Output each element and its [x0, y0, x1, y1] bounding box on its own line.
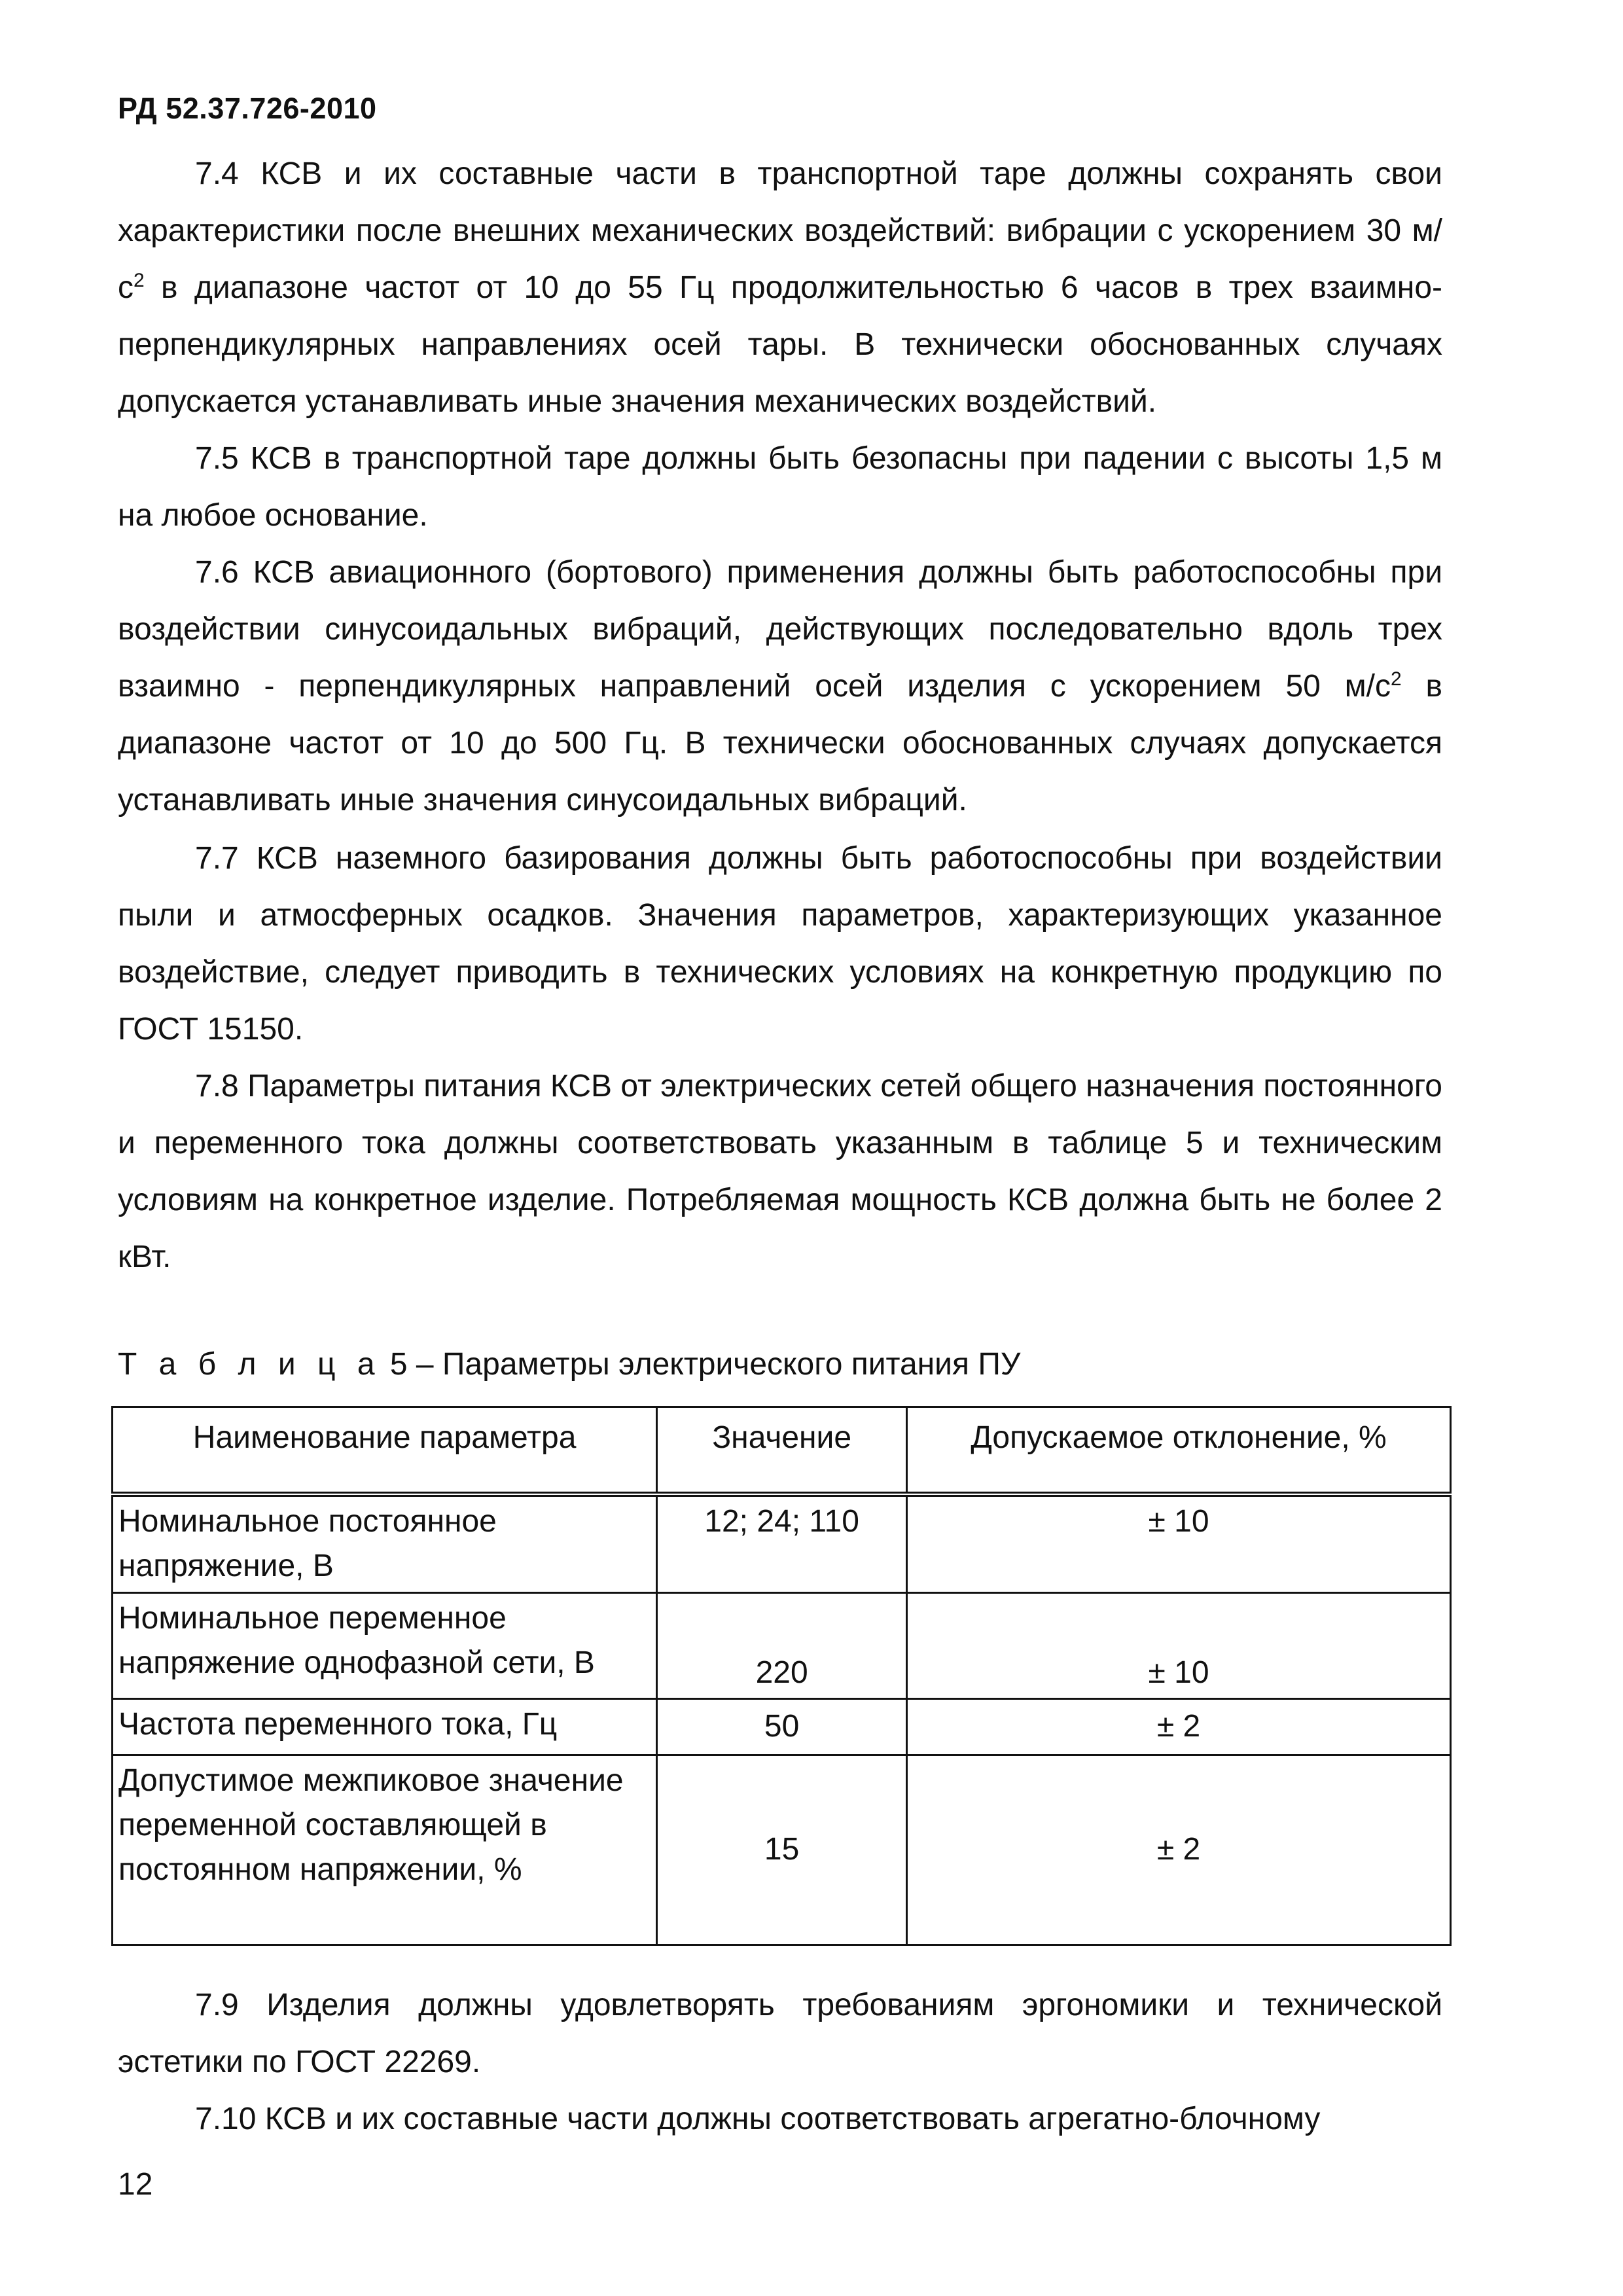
cell-parameter: Частота переменного тока, Гц: [113, 1698, 657, 1755]
table-row: [113, 1755, 1451, 1945]
paragraph-7-6: 7.6 КСВ авиационного (бортового) применения должны быть работоспособны при воздействии синусоидальных вибраций, действующих последовательно вдоль трех взаимно - перпендикулярных направлений осей изделия с ускорением 50 $м/с^2$ в диапазоне частот от 10 до 500 Гц. В технически обоснованных случаях допускается устанавливать иные значения синусоидальных вибраций.: [118, 555, 1443, 817]
superscript-2: 2: [1391, 668, 1402, 690]
paragraph-7-5: 7.5 КСВ в транспортной таре должны быть безопасны при падении с высоты 1,5 м на любое основание.: [118, 441, 1442, 533]
paragraph-7-8: 7.8 Параметры питания КСВ от электрических сетей общего назначения постоянного и переменного тока должны соответствовать указанным в таблице 5 и техническим условиям на конкретное изделие. Потребляемая мощность КСВ должна быть не более 2 кВт.: [118, 1069, 1442, 1274]
cell-parameter: Номинальное постоянное напряжение, В: [113, 1494, 657, 1592]
table-caption-text: 5 – Параметры электрического питания ПУ: [381, 1347, 1021, 1382]
cell-value: 15: [657, 1755, 907, 1945]
paragraph-7-10: 7.10 КСВ и их составные части должны соответствовать агрегатно-блочному: [195, 2102, 1321, 2136]
header-value: Значение: [657, 1407, 907, 1495]
cell-tolerance: ± 10: [907, 1494, 1451, 1592]
cell-value: 220: [657, 1592, 907, 1698]
table-header-row: [113, 1407, 1451, 1495]
table-row: [113, 1494, 1451, 1592]
page-number: 12: [118, 2167, 153, 2202]
cell-value: 50: [657, 1698, 907, 1755]
body-text-middle: [118, 830, 1442, 1285]
header-parameter-name: Наименование параметра: [113, 1407, 657, 1495]
cell-tolerance: ± 10: [907, 1592, 1451, 1698]
cell-parameter: Номинальное переменное напряжение однофазной сети, В: [113, 1592, 657, 1698]
cell-tolerance: ± 2: [907, 1698, 1451, 1755]
paragraph-7-9: 7.9 Изделия должны удовлетворять требованиям эргономики и технической эстетики по ГОСТ 22269.: [118, 1988, 1442, 2079]
body-text-upper: [118, 145, 1442, 829]
power-parameters-table: [111, 1406, 1452, 1946]
table-caption: [118, 1345, 1020, 1384]
table-caption-label: Т а б л и ц а: [118, 1347, 382, 1382]
table-row: [113, 1698, 1451, 1755]
cell-tolerance: ± 2: [907, 1755, 1451, 1945]
table-row: [113, 1592, 1451, 1698]
cell-parameter: Допустимое межпиковое значение переменной составляющей в постоянном напряжении, %: [113, 1755, 657, 1945]
body-text-lower: [118, 1977, 1442, 2147]
document-code-header: РД 52.37.726-2010: [118, 92, 377, 125]
superscript-2: 2: [134, 270, 145, 291]
paragraph-7-4: 7.4 КСВ и их составные части в транспортной таре должны сохранять свои характеристики после внешних механических воздействий: вибрации с ускорением 30 $м/с^2$ в диапазоне частот от 10 до 55 Гц продолжительностью 6 часов в трех взаимно-перпендикулярных направлениях осей тары. В технически обоснованных случаях допускается устанавливать иные значения механических воздействий.: [118, 156, 1442, 419]
paragraph-7-7: 7.7 КСВ наземного базирования должны быть работоспособны при воздействии пыли и атмосферных осадков. Значения параметров, характеризующих указанное воздействие, следует приводить в технических условиях на конкретную продукцию по ГОСТ 15150.: [118, 841, 1442, 1047]
cell-value: 12; 24; 110: [657, 1494, 907, 1592]
header-tolerance: Допускаемое отклонение, %: [907, 1407, 1451, 1495]
